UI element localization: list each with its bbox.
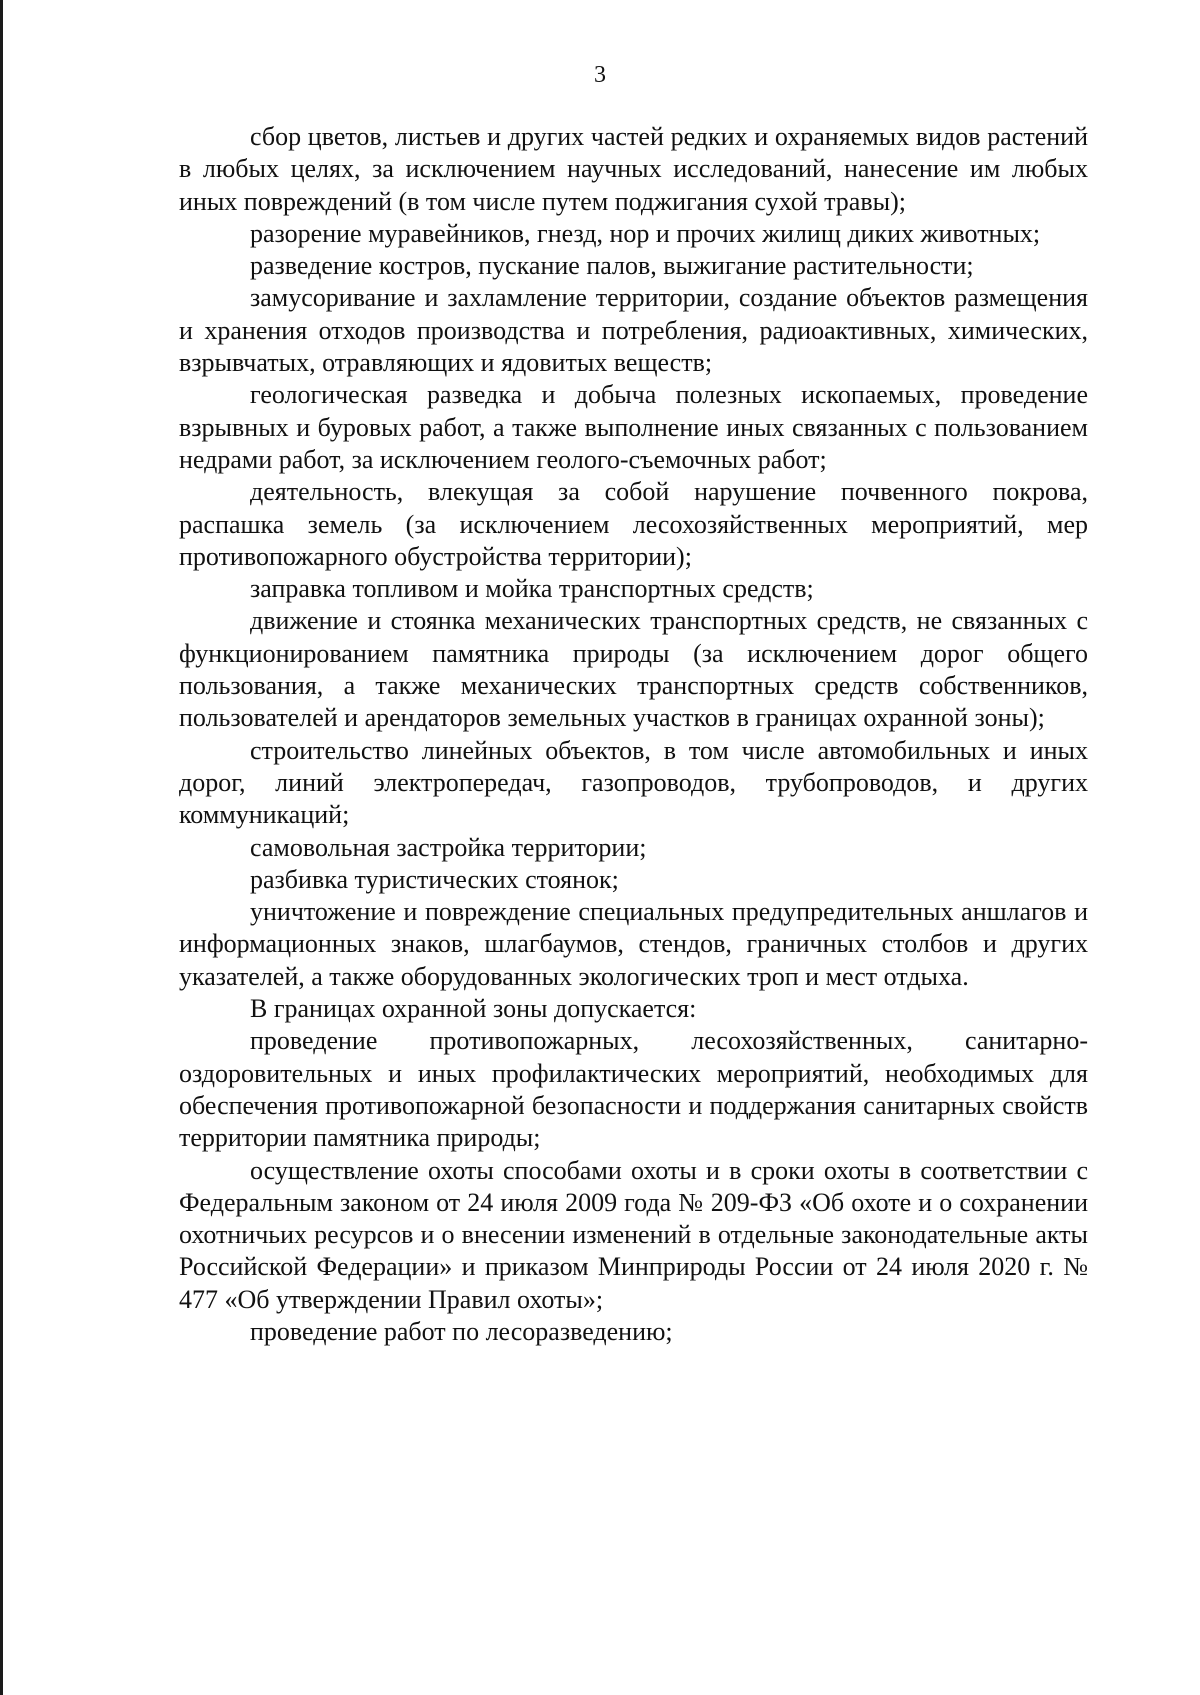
paragraph-hunting: осуществление охоты способами охоты и в сроки охоты в соответствии с Федеральным законом от 24 июля 2009 года № 209-ФЗ «Об охоте и о сохранении охотничьих ресурсов и о внесении изменений в отдельные законодательные акты Российской Федерации» и приказом Минприроды России от 24 июля 2020 г. № 477 «Об утверждении Правил охоты»;	[179, 1155, 1088, 1314]
document-body	[179, 121, 1088, 1348]
paragraph-geological-exploration: геологическая разведка и добыча полезных ископаемых, проведение взрывных и буровых работ, а также выполнение иных связанных с пользованием недрами работ, за исключением геолого-съемочных работ;	[179, 380, 1088, 474]
paragraph-soil-disturbance: деятельность, влекущая за собой нарушение почвенного покрова, распашка земель (за исключением лесохозяйственных мероприятий, мер противопожарного обустройства территории);	[179, 477, 1088, 571]
paragraph-fire-prevention: проведение противопожарных, лесохозяйственных, санитарно-оздоровительных и иных профилактических мероприятий, необходимых для обеспечения противопожарной безопасности и поддержания санитарных свойств территории памятника природы;	[179, 1026, 1088, 1153]
paragraph-bonfires: разведение костров, пускание палов, выжигание растительности;	[250, 251, 974, 281]
page-number: 3	[594, 62, 606, 88]
paragraph-afforestation: проведение работ по лесоразведению;	[250, 1316, 673, 1346]
paragraph-anthill-destruction: разорение муравейников, гнезд, нор и прочих жилищ диких животных;	[250, 218, 1041, 248]
paragraph-unauthorized-building: самовольная застройка территории;	[250, 832, 647, 862]
paragraph-vehicle-movement: движение и стоянка механических транспортных средств, не связанных с функционированием памятника природы (за исключением дорог общего пользования, а также механических транспортных средств собственников, пользователей и арендаторов земельных участков в границах охранной зоны);	[179, 606, 1088, 733]
paragraph-permitted-heading: В границах охранной зоны допускается:	[250, 994, 697, 1024]
paragraph-linear-construction: строительство линейных объектов, в том числе автомобильных и иных дорог, линий электропередач, газопроводов, трубопроводов, и других коммуникаций;	[179, 735, 1088, 830]
paragraph-flower-collection: сбор цветов, листьев и других частей редких и охраняемых видов растений в любых целях, за исключением научных исследований, нанесение им любых иных повреждений (в том числе путем поджигания сухой травы);	[179, 122, 1088, 216]
paragraph-sign-destruction: уничтожение и повреждение специальных предупредительных аншлагов и информационных знаков, шлагбаумов, стендов, граничных столбов и других указателей, а также оборудованных экологических троп и мест отдыха.	[179, 897, 1088, 991]
paragraph-littering: замусоривание и захламление территории, создание объектов размещения и хранения отходов производства и потребления, радиоактивных, химических, взрывчатых, отравляющих и ядовитых веществ;	[179, 283, 1088, 378]
scan-left-edge	[0, 0, 3, 1695]
paragraph-refueling: заправка топливом и мойка транспортных средств;	[250, 574, 814, 604]
paragraph-tourist-camps: разбивка туристических стоянок;	[250, 864, 619, 894]
